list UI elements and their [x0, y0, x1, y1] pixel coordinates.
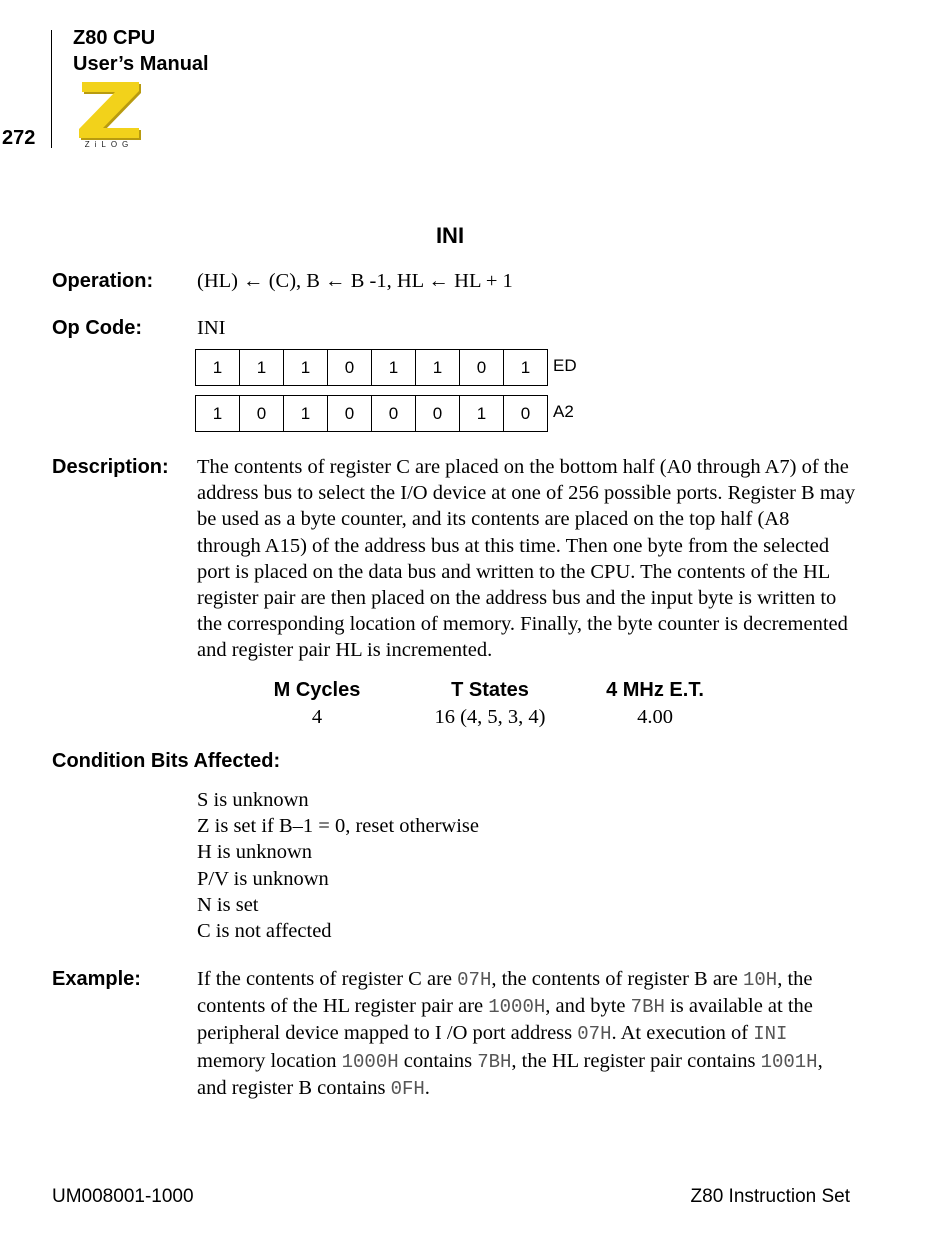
bit-cell: 1 [196, 350, 240, 385]
timing-col-et [585, 676, 725, 730]
footer-section: Z80 Instruction Set [690, 1186, 850, 1207]
opcode-mnemonic: INI [197, 317, 226, 339]
bit-cell: 1 [520, 357, 531, 377]
example-code: 7BH [477, 1050, 512, 1073]
timing-col-tstates [405, 676, 575, 730]
example-text-run: If the contents of register C are [197, 968, 458, 990]
bit-cell: 0 [372, 396, 416, 431]
opcode-hex-2: A2 [553, 402, 574, 421]
example-text-run: , and register B contains [197, 1049, 823, 1099]
bit-cell: 1 [240, 350, 284, 385]
example-text-run: is available at the peripheral device mapped to I /O port address [197, 995, 813, 1045]
page-number: 272 [2, 127, 36, 149]
bit-cell: 1 [196, 396, 240, 431]
example-code: 1001H [760, 1050, 818, 1073]
footer-doc-number: UM008001-1000 [52, 1186, 194, 1207]
example-label: Example: [52, 968, 141, 990]
condition-bit-item: C is not affected [197, 920, 332, 943]
bit-cell: 0 [328, 396, 372, 431]
timing-header: T States [451, 679, 529, 701]
example-code: 10H [742, 969, 778, 991]
opcode-hex-1: ED [553, 356, 577, 375]
manual-title [73, 25, 209, 77]
example-text-run: . At execution of [611, 1022, 754, 1045]
bit-cell: 0 [460, 350, 504, 385]
condition-bit-item: N is set [197, 893, 259, 916]
bit-cell: 0 [520, 403, 531, 423]
timing-col-mcycles [247, 676, 387, 730]
condition-bits-label: Condition Bits Affected: [52, 750, 281, 772]
header-divider [51, 30, 52, 148]
svg-text:ZiLOG: ZiLOG [84, 140, 134, 148]
timing-value: 4 [311, 706, 323, 728]
example-code: INI [753, 1023, 788, 1046]
bit-cell: 1 [284, 396, 328, 431]
operation-label: Operation: [52, 270, 154, 292]
instruction-title: INI [435, 223, 465, 248]
example-code: 1000H [341, 1050, 399, 1073]
description-text: The contents of register C are placed on the bottom half (A0 through A7) of the address bus to select the I/O device at one of 256 possible ports. Register B may be used as a byte counter, and its contents are placed on the top half (A8 through A15) of the address bus at this time. Then one byte from the selected port is placed on the data bus and written to the CPU. The contents of the HL register pair are then placed on the address bus and the input byte is written to the corresponding location of memory. Finally, the byte counter is decremented and register pair HL is incremented. [197, 456, 856, 662]
operation-text: (HL) ← (C), B ← B -1, HL ← HL + 1 [197, 270, 513, 292]
bit-cell: 1 [372, 350, 416, 385]
opcode-label: Op Code: [52, 317, 142, 339]
condition-bit-item: S is unknown [197, 789, 309, 811]
condition-bit-item: H is unknown [197, 841, 313, 864]
bit-cell: 0 [416, 396, 460, 431]
condition-bits-list [197, 787, 479, 944]
opcode-byte-2 [195, 395, 548, 432]
manual-title-line1: Z80 CPU [73, 27, 156, 49]
timing-value: 16 (4, 5, 3, 4) [434, 706, 546, 728]
description-label: Description: [52, 456, 169, 478]
example-code: 07H [457, 969, 492, 991]
example-text-run: contains [398, 1049, 478, 1072]
example-code: 0FH [390, 1077, 425, 1100]
zilog-logo [73, 78, 143, 148]
example-text-run: memory location [197, 1049, 342, 1072]
bit-cell: 1 [460, 396, 504, 431]
opcode-byte-1 [195, 349, 548, 386]
example-text [197, 966, 857, 1102]
example-text-run: , the HL register pair contains [511, 1049, 761, 1072]
example-code: 1000H [488, 996, 546, 1019]
manual-title-line2: User’s Manual [73, 53, 209, 75]
example-text-run: . [424, 1076, 430, 1099]
timing-header: M Cycles [273, 679, 361, 701]
bit-cell: 1 [284, 350, 328, 385]
example-text-run: , and byte [545, 995, 631, 1018]
condition-bit-item: P/V is unknown [197, 867, 329, 890]
example-text-run: , the contents of the HL register pair are [197, 968, 813, 1018]
bit-cell: 1 [416, 350, 460, 385]
timing-header: 4 MHz E.T. [606, 679, 704, 701]
example-text-run: , the contents of register B are [491, 968, 743, 990]
example-code: 7BH [630, 996, 665, 1019]
bit-cell: 0 [328, 350, 372, 385]
condition-bit-item: Z is set if B–1 = 0, reset otherwise [197, 815, 479, 838]
timing-value: 4.00 [637, 706, 673, 728]
bit-cell: 0 [240, 396, 284, 431]
example-code: 07H [577, 1023, 612, 1046]
